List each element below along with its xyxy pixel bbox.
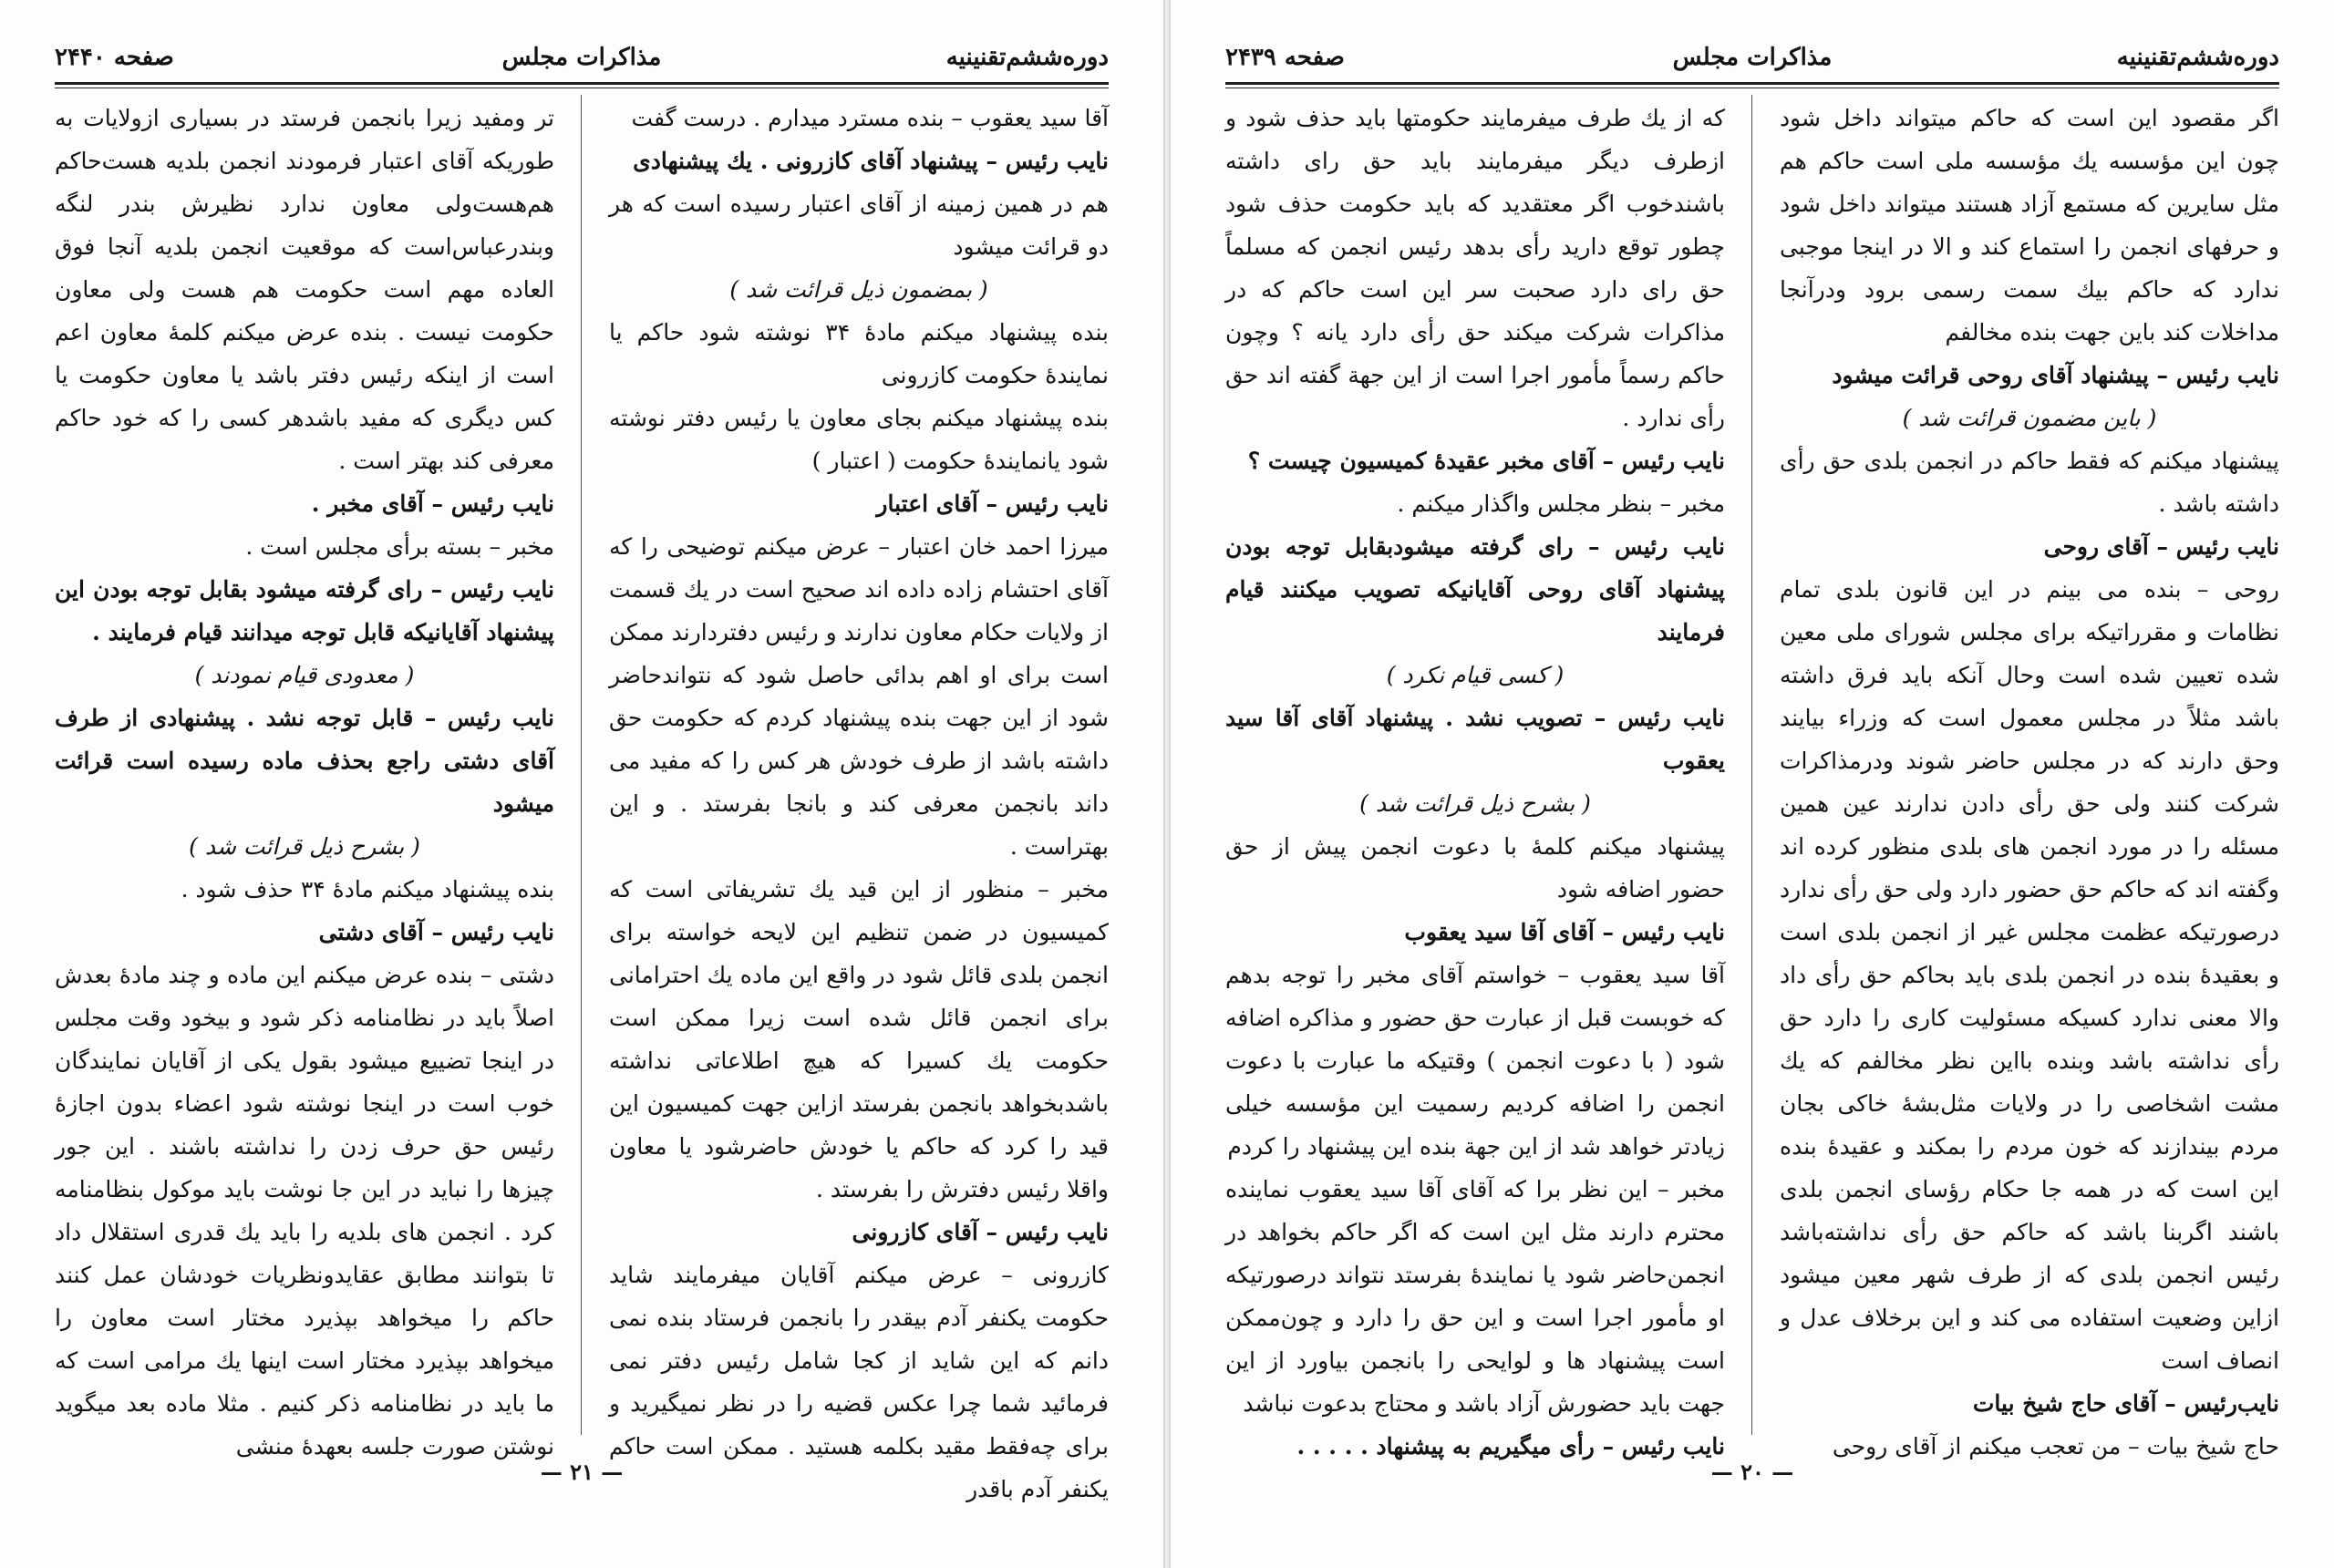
- column-left: [1225, 97, 1725, 1460]
- page-footer-number: — ۲۱ —: [540, 1459, 624, 1485]
- page-number-header: صفحه ۲۴۳۹: [1225, 44, 1345, 71]
- paragraph: حاج شیخ بیات – من تعجب میکنم از آقای روحی: [1832, 1433, 2279, 1460]
- speaker-line: نایب رئیس – رای گرفته میشود بقابل توجه بودن این پیشنهاد آقایانیکه قابل توجه میدانند قیام فرمایند .: [55, 576, 554, 645]
- header-title: مذاکرات مجلس: [501, 44, 662, 71]
- paragraph: مخبر – منظور از این قید یك تشریفاتی است که کمیسیون در ضمن تنظیم این لایحه خواسته برای انجمن بلدی قائل شود در واقع این ماده یك احترامانی برای انجمن قائل شده است زیرا ممکن است حکومت یك کسیرا که هیچ اطلاعاتی نداشته باشدبخواهد بانجمن بفرستد ازاین جهت کمیسیون این قید را کرد که حاکم یا خودش حاضرشود یا معاون واقلا رئیس دفترش را بفرستد .: [609, 876, 1109, 1202]
- paragraph: دشتی – بنده عرض میکنم این ماده و چند مادهٔ بعدش اصلاً باید در نظامنامه ذکر شود و بیخود وقت مجلس در اینجا تضییع میشود بقول یکی از آقایان نمایندگان خوب است در اینجا نوشته شود اعضاء بدون اجازهٔ رئیس حق حرف زدن را نداشته باشند . این جور چیزها را نباید در این جا نوشت باید موکول بنظامنامه کرد . انجمن های بلدیه را باید یك قدری استقلال داد تا بتوانند مطابق عقایدونظریات خودشان عمل کنند حاکم را میخواهد بپذیرد مختار است معاون را میخواهد بپذیرد مختار است اینها یك مرامی است که ما باید در نظامنامه ذکر کنیم . مثلا ماده بعد میگوید نوشتن صورت جلسه بعهدهٔ منشی: [55, 962, 554, 1460]
- reading-note: ( معدودی قیام نمودند ): [194, 662, 415, 688]
- speaker-line: نایب رئیس – پیشنهاد آقای روحی قرائت میشود: [1832, 362, 2279, 388]
- header-title: مذاکرات مجلس: [1672, 44, 1833, 71]
- paragraph: آقا سید یعقوب – خواستم آقای مخبر را توجه بدهم که خوبست قبل از عبارت حق حضور و مذاکره اضافه شود ( با دعوت انجمن ) وقتیکه ما عبارت با دعوت انجمن را اضافه کردیم رسمیت این مؤسسه خیلی زیادتر خواهد شد از این جهة بنده این پیشنهاد را کردم: [1225, 962, 1725, 1160]
- header-rule: [1225, 82, 2279, 88]
- speaker-line: نایب رئیس – آقای دشتی: [318, 919, 554, 945]
- paragraph: بنده پیشنهاد میکنم مادهٔ ۳۴ حذف شود .: [181, 876, 554, 903]
- reading-note: ( کسی قیام نکرد ): [1386, 662, 1565, 688]
- paragraph: که از یك طرف میفرمایند حکومتها باید حذف شود و ازطرف دیگر میفرمایند باید حق رای داشته باشندخوب اگر معتقدید که باید حکومت حذف شود چطور توقع دارید رأی بدهد رئیس انجمن که مسلماً حق رای دارد صحبت سر این است حاکم که در مذاکرات شرکت میکند حق رأی دارد یانه ؟ وچون حاکم رسماً مأمور اجرا است از این جهة گفته اند حق رأی ندارد .: [1225, 105, 1725, 431]
- speaker-line: نایب رئیس – آقای مخبر .: [311, 490, 554, 517]
- paragraph: هم در همین زمینه از آقای اعتبار رسیده است که هر دو قرائت میشود: [609, 191, 1109, 260]
- paragraph: میرزا احمد خان اعتبار – عرض میکنم توضیحی را که آقای احتشام زاده داده اند صحیح است در یك قسمت از ولایات حکام معاون ندارند و رئیس دفتردارند ممکن است برای او اهم بدائی حاصل شود که نتواندحاضر شود از این جهت بنده پیشنهاد کردم که حکومت حق داشته باشد از طرف خودش هر کس را که مفید می داند بانجمن معرفی کند و بانجا بفرستد . و این بهتراست .: [609, 533, 1109, 860]
- page-2440: [0, 0, 1163, 1568]
- paragraph: پیشنهاد میکنم که فقط حاکم در انجمن بلدی حق رأی داشته باشد .: [1780, 448, 2279, 517]
- reading-note: ( باین مضمون قرائت شد ): [1902, 405, 2157, 431]
- speaker-line: نایب رئیس – آقای اعتبار: [876, 490, 1109, 517]
- speaker-line: نایب رئیس – آقای کازرونی: [852, 1219, 1109, 1245]
- paragraph: مخبر – این نظر برا که آقای آقا سید یعقوب نماینده محترم دارند مثل این است که اگر حاکم بخواهد در انجمن‌حاضر شود یا نمایندهٔ بفرستد نتواند درصورتیکه او مأمور اجرا است و این حق را دارد و چون‌ممکن است پیشنهاد ها و لوایحی را بانجمن بیاورد از این جهت باید حضورش آزاد باشد و محتاج بدعوت نباشد: [1225, 1176, 1725, 1417]
- header-session: دوره‌ششم‌تقنینیه: [945, 44, 1109, 71]
- page-number-header: صفحه ۲۴۴۰: [55, 44, 174, 71]
- book-gutter: [1163, 0, 1171, 1568]
- paragraph: آقا سید یعقوب – بنده مسترد میدارم . درست گفت: [631, 105, 1109, 131]
- speaker-line: نایب رئیس – آقای روحی: [2043, 533, 2279, 560]
- reading-note: ( بمضمون ذیل قرائت شد ): [729, 276, 988, 303]
- header-session: دوره‌ششم‌تقنینیه: [2116, 44, 2279, 71]
- page-header: [55, 44, 1109, 80]
- reading-note: ( بشرح ذیل قرائت شد ): [1359, 790, 1591, 817]
- column-right: [609, 97, 1109, 1502]
- paragraph: روحی – بنده می بینم در این قانون بلدی تمام نظامات و مقرراتیکه برای مجلس شورای ملی معین شده تعیین شده است وحال آنکه باید فرق داشته باشد مثلاً در مجلس معمول است که وزراء بیایند وحق دارند که در مجلس حاضر شوند ودرمذاکرات شرکت کنند ولی حق رأی دادن ندارند عین همین مسئله را در مورد انجمن های بلدی منظور کرده اند وگفته اند که حاکم حق حضور دارد ولی حق رأی ندارد درصورتیکه عظمت مجلس غیر از انجمن بلدی است و بعقیدهٔ بنده در انجمن بلدی باید بحاکم حق رأی داد والا معنی ندارد کسیکه مسئولیت کاری را دارد حق رأی نداشته باشد وبنده بااین نظر مخالفم که یك مشت اشخاصی را در ولایات مثل‌بشهٔ خاکی بجان مردم بیندازند که خون مردم را بمکند و عقیدهٔ بنده این است که در همه جا حکام رؤسای انجمن بلدی باشند اگربنا باشد که حاکم حق رأی نداشته‌باشد رئیس انجمن بلدی که از طرف شهر معین میشود ازاین وضعیت استفاده می کند و این برخلاف عدل و انصاف است: [1780, 576, 2279, 1374]
- column-left: [55, 97, 554, 1460]
- column-divider: [1751, 95, 1752, 1435]
- paragraph: مخبر – بنظر مجلس واگذار میکنم .: [1397, 490, 1725, 517]
- paragraph: پیشنهاد میکنم کلمهٔ با دعوت انجمن پیش از حق حضور اضافه شود: [1225, 833, 1725, 903]
- page-2439: [1171, 0, 2334, 1568]
- column-right: [1780, 97, 2279, 1460]
- speaker-line: نایب رئیس – آقای مخبر عقیدهٔ کمیسیون چیست ؟: [1247, 448, 1725, 474]
- column-divider: [581, 95, 582, 1435]
- reading-note: ( بشرح ذیل قرائت شد ): [189, 833, 420, 860]
- page-footer-number: — ۲۰ —: [1710, 1459, 1794, 1485]
- speaker-line: نایب رئیس – آقای آقا سید یعقوب: [1404, 919, 1725, 945]
- paragraph: کازرونی – عرض میکنم آقایان میفرمایند شاید حکومت یکنفر آدم بیقدر را بانجمن فرستاد بنده نمی دانم که این شاید از کجا شامل رئیس دفتر نمی فرمائید شما چرا عکس قضیه را در نظر نمیگیرید و برای چه‌فقط مقید بکلمه هستید . ممکن است حاکم یکنفر آدم باقدر: [609, 1262, 1109, 1502]
- page-header: [1225, 44, 2279, 80]
- paragraph: اگر مقصود این است که حاکم میتواند داخل شود چون این مؤسسه یك مؤسسه ملی است حاکم هم مثل سایرین که مستمع آزاد هستند میتواند داخل شود و حرفهای انجمن را استماع کند و الا در اینجا موجبی ندارد که حاکم بیك سمت رسمی برود ودرآنجا مداخلات کند باین جهت بنده مخالفم: [1780, 105, 2279, 346]
- paragraph: مخبر – بسته برأی مجلس است .: [245, 533, 554, 560]
- speaker-line: نایب رئیس – پیشنهاد آقای کازرونی . یك پیشنهادی: [633, 148, 1109, 174]
- speaker-line: نایب رئیس – قابل توجه نشد . پیشنهادی از طرف آقای دشتی راجع بحذف ماده رسیده است قرائت میشود: [55, 705, 554, 817]
- speaker-line: نایب رئیس – رای گرفته میشودبقابل توجه بودن پیشنهاد آقای روحی آقایانیکه تصویب میکنند قیام فرمایند: [1225, 533, 1725, 645]
- speaker-line: نایب رئیس – تصویب نشد . پیشنهاد آقای آقا سید یعقوب: [1225, 705, 1725, 774]
- speaker-line: نایب رئیس – رأی میگیریم به پیشنهاد . . . . .: [1296, 1433, 1725, 1460]
- paragraph: بنده پیشنهاد میکنم مادهٔ ۳۴ نوشته شود حاکم یا نمایندهٔ حکومت کازرونی: [609, 319, 1109, 388]
- header-rule: [55, 82, 1109, 88]
- paragraph: تر ومفید زیرا بانجمن فرستد در بسیاری ازولایات به طوریکه آقای اعتبار فرمودند انجمن بلدیه هست‌حاکم هم‌هست‌ولی معاون ندارد نظیرش بندر لنگه وبندرعباس‌است که موقعیت انجمن بلدیه آنجا فوق العاده مهم است حکومت هم هست ولی معاون حکومت نیست . بنده عرض میکنم کلمهٔ معاون اعم است از اینکه رئیس دفتر باشد یا معاون حکومت یا کس دیگری که مفید باشدهر کسی را که خود حاکم معرفی کند بهتر است .: [55, 105, 554, 474]
- paragraph: بنده پیشنهاد میکنم بجای معاون یا رئیس دفتر نوشته شود یانمایندهٔ حکومت ( اعتبار ): [609, 405, 1109, 474]
- speaker-line: نایب‌رئیس – آقای حاج شیخ بیات: [1972, 1390, 2279, 1417]
